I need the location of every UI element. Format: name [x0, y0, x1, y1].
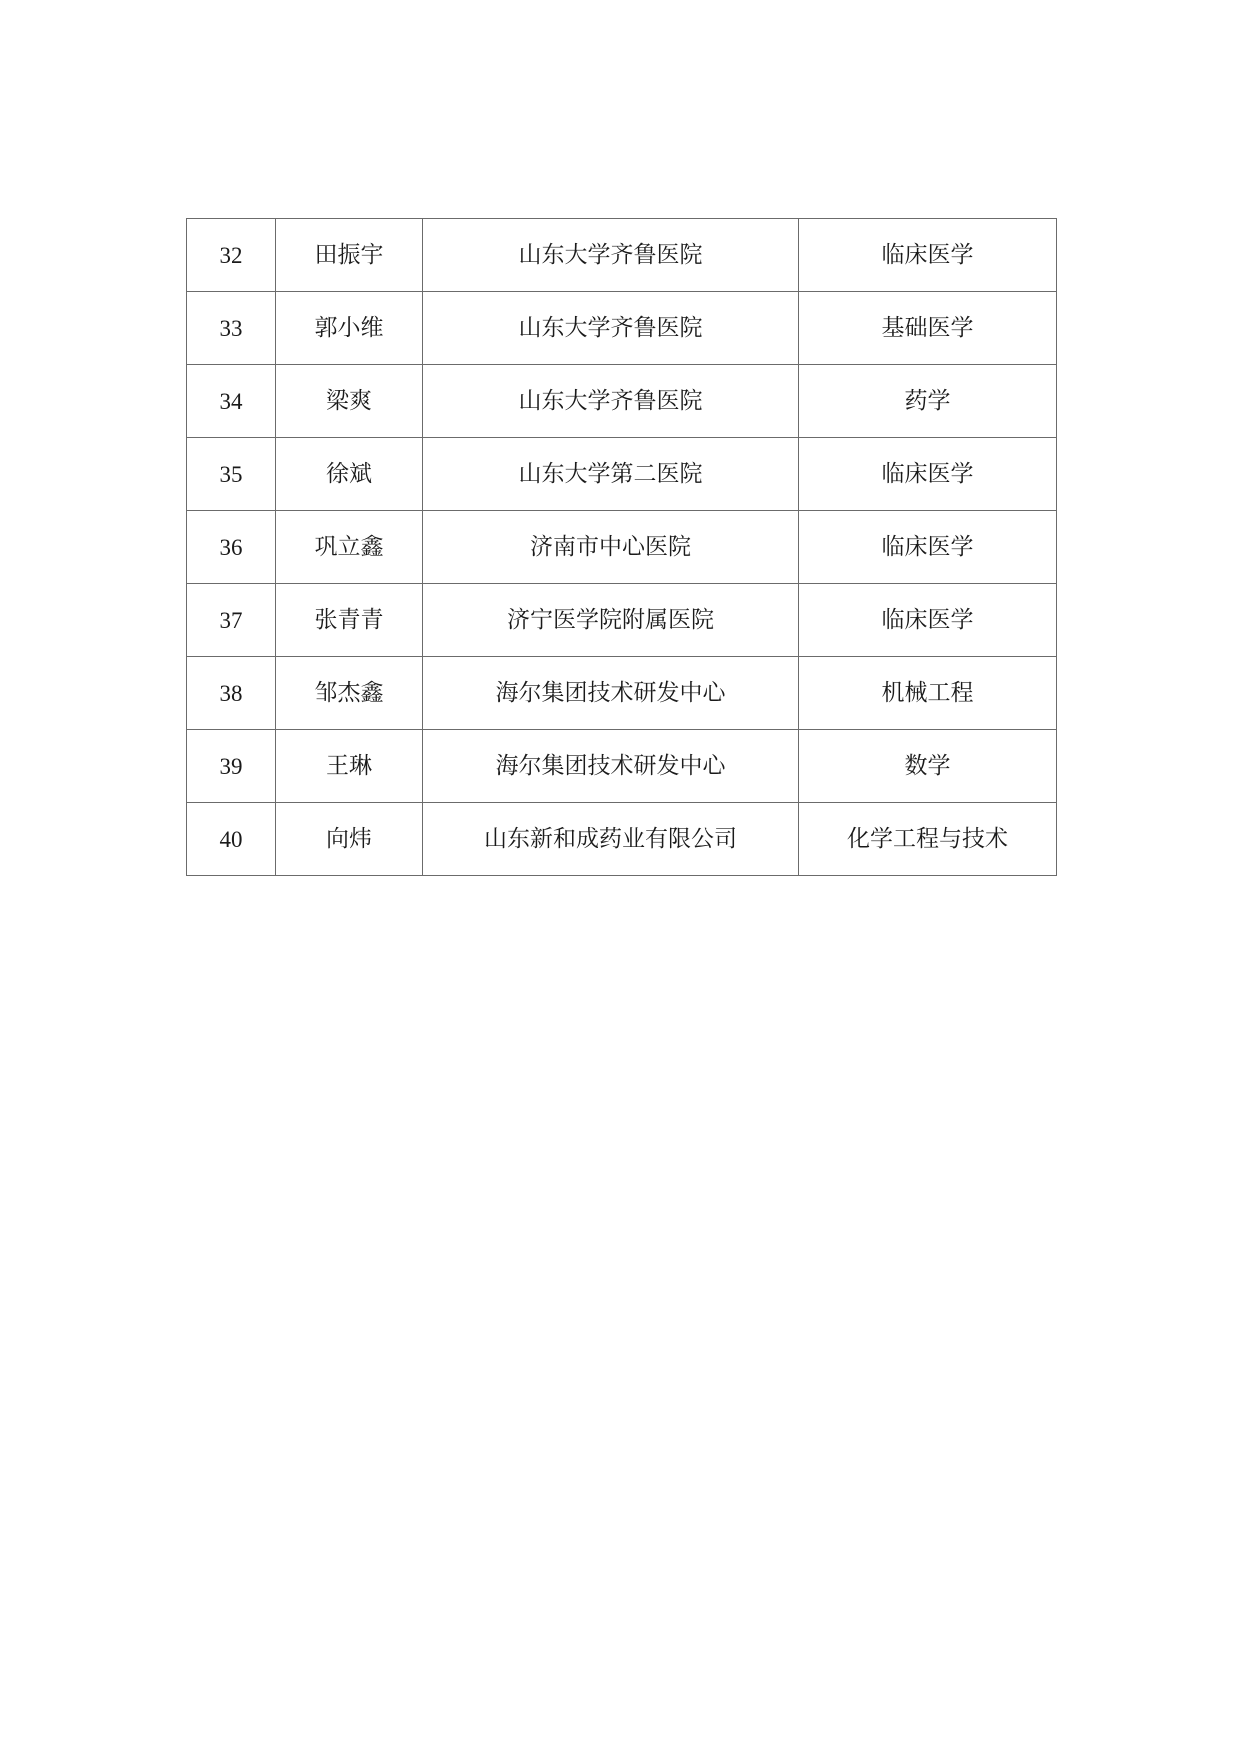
discipline: 临床医学 — [799, 219, 1057, 292]
organization: 山东大学齐鲁医院 — [423, 219, 799, 292]
row-number: 33 — [187, 292, 276, 365]
row-number: 32 — [187, 219, 276, 292]
row-number: 36 — [187, 511, 276, 584]
discipline: 临床医学 — [799, 584, 1057, 657]
organization: 山东大学齐鲁医院 — [423, 292, 799, 365]
row-number: 35 — [187, 438, 276, 511]
table-row — [187, 657, 1057, 730]
organization: 海尔集团技术研发中心 — [423, 657, 799, 730]
table-row — [187, 438, 1057, 511]
organization: 山东新和成药业有限公司 — [423, 803, 799, 876]
table-row — [187, 803, 1057, 876]
discipline: 数学 — [799, 730, 1057, 803]
person-name: 邹杰鑫 — [276, 657, 423, 730]
row-number: 38 — [187, 657, 276, 730]
table-row — [187, 511, 1057, 584]
discipline: 机械工程 — [799, 657, 1057, 730]
organization: 海尔集团技术研发中心 — [423, 730, 799, 803]
discipline: 化学工程与技术 — [799, 803, 1057, 876]
person-name: 巩立鑫 — [276, 511, 423, 584]
table-row — [187, 365, 1057, 438]
table-row — [187, 584, 1057, 657]
table-row — [187, 730, 1057, 803]
row-number: 34 — [187, 365, 276, 438]
person-name: 田振宇 — [276, 219, 423, 292]
discipline: 临床医学 — [799, 511, 1057, 584]
row-number: 39 — [187, 730, 276, 803]
row-number: 37 — [187, 584, 276, 657]
discipline: 药学 — [799, 365, 1057, 438]
organization: 济宁医学院附属医院 — [423, 584, 799, 657]
person-name: 郭小维 — [276, 292, 423, 365]
organization: 济南市中心医院 — [423, 511, 799, 584]
row-number: 40 — [187, 803, 276, 876]
person-name: 向炜 — [276, 803, 423, 876]
person-name: 徐斌 — [276, 438, 423, 511]
organization: 山东大学第二医院 — [423, 438, 799, 511]
person-name: 梁爽 — [276, 365, 423, 438]
person-name: 王琳 — [276, 730, 423, 803]
table-row — [187, 219, 1057, 292]
discipline: 临床医学 — [799, 438, 1057, 511]
organization: 山东大学齐鲁医院 — [423, 365, 799, 438]
table-row — [187, 292, 1057, 365]
person-name: 张青青 — [276, 584, 423, 657]
roster-table — [186, 218, 1057, 876]
discipline: 基础医学 — [799, 292, 1057, 365]
